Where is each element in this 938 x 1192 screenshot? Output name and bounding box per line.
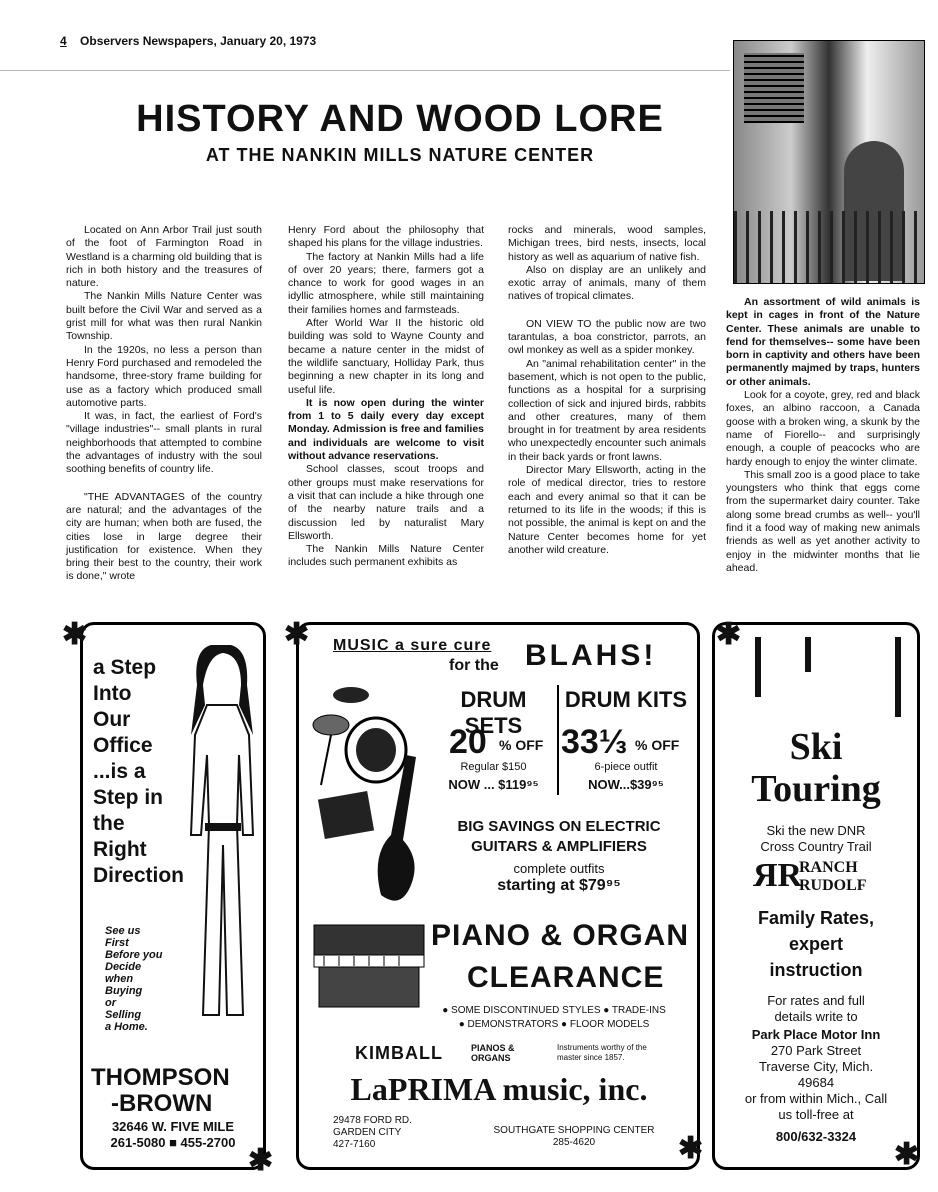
headline-line: Our xyxy=(93,708,131,731)
inn-addr3: 49684 xyxy=(797,1075,835,1090)
family-rates xyxy=(715,905,917,983)
photo-window xyxy=(744,53,804,123)
starting-price: starting at $79⁹⁵ xyxy=(497,877,621,894)
paragraph: School classes, scout troops and other groups must make reservations for a visit that can include a hike through one of the nearby nature trails and a discussion led by naturalist Mary Ellsworth. xyxy=(288,463,484,542)
thompson-brown-ad xyxy=(80,622,266,1170)
store-line: 285-4620 xyxy=(552,1137,596,1148)
paragraph: It is now open during the winter from 1 to 5 daily every day except Monday. Admission is free and families and individuals are welcome to visit without advance reservations. xyxy=(288,396,484,463)
rates-line: Family Rates, xyxy=(757,908,875,928)
animal-cage-photo xyxy=(733,40,925,284)
paragraph: Look for a coyote, grey, red and black foxes, an albino raccoon, a Canada goose with a broken wing, a skunk by the name of Fiorello-- and surprisingly enough, a couple of peacocks who are hardy enough to enjoy the winter climate. xyxy=(726,389,920,468)
tagline-line: Selling xyxy=(105,1009,142,1021)
paragraph: It was, in fact, the earliest of Ford's "village industries"-- small plants in rural neighborhoods that attempted to combine the advantages of industry with the soul soothing benefits of country life. xyxy=(66,410,262,476)
headline-line: Step in xyxy=(93,786,164,809)
store-line: SOUTHGATE SHOPPING CENTER xyxy=(493,1125,655,1136)
tagline-line: Buying xyxy=(105,985,143,997)
paragraph: In the 1920s, no less a person than Henry Ford purchased and remodeled the handsome, three-story frame building for use as a factory which produced small automotive parts. xyxy=(66,343,262,409)
drum-kits-title: DRUM KITS xyxy=(564,687,688,712)
inn-addr1: 270 Park Street xyxy=(770,1043,862,1058)
ad2-top-line2: for the xyxy=(449,657,499,674)
asterisk-icon: ✱ xyxy=(284,618,310,651)
photo-cage-bars xyxy=(734,211,924,283)
article-column-4 xyxy=(726,296,920,575)
ski-title: Ski xyxy=(789,726,843,768)
write-line1: For rates and full xyxy=(767,993,865,1008)
rates-line: instruction xyxy=(769,960,863,980)
top-rule xyxy=(0,70,730,71)
store-line: 427-7160 xyxy=(333,1139,376,1150)
paragraph: ON VIEW TO the public now are two tarantulas, a boa constrictor, parrots, an owl monkey as well as a spider monkey. xyxy=(508,317,706,357)
paragraph: Director Mary Ellsworth, acting in the role of medical director, tries to restore each and every animal so that it can be returned to its life in the woods; if this is not possible, the animal is kept on and the Nature Center becomes home for yet another wild creature. xyxy=(508,464,706,556)
inn-addr2: Traverse City, Mich. xyxy=(758,1059,874,1074)
asterisk-icon: ✱ xyxy=(894,1138,920,1171)
drum-kits-discount: 33⅓ xyxy=(561,723,628,761)
tagline-line: Before you xyxy=(105,949,163,961)
drum-sets-title: DRUM SETS xyxy=(460,687,527,738)
ad2-top-line1: MUSIC a sure cure xyxy=(333,637,492,654)
headline-line: Into xyxy=(93,682,132,705)
tagline-line: Decide xyxy=(105,961,142,973)
kimball-sub: PIANOS & ORGANS xyxy=(471,1043,515,1063)
headline: HISTORY AND WOOD LORE xyxy=(136,98,664,140)
store-southgate xyxy=(479,1125,669,1149)
asterisk-icon: ✱ xyxy=(248,1144,274,1177)
article-column-2 xyxy=(288,224,484,570)
touring-title: Touring xyxy=(751,768,881,810)
ranch-rudolf-logo-icon: ЯR xyxy=(753,857,803,894)
write-line2: details write to xyxy=(774,1009,858,1024)
tagline-line: a Home. xyxy=(105,1021,148,1033)
ad1-address: 32646 W. FIVE MILE xyxy=(111,1119,235,1134)
drum-guitar-illustration xyxy=(311,665,429,915)
logo-line: -BROWN xyxy=(111,1090,213,1117)
headline-line: Right xyxy=(93,838,147,861)
ranch-rudolf-name xyxy=(799,859,867,895)
headline-line: Office xyxy=(93,734,153,757)
call-line2: us toll-free at xyxy=(778,1107,854,1122)
paragraph: This small zoo is a good place to take youngsters who think that eggs come from the supermarket dairy counter. Take along some bread crumbs as well-- you'll find it a food way of making new animals friends as well as yet another activity to enjoy in the midwinter months that lie ahead. xyxy=(726,468,920,574)
asterisk-icon: ✱ xyxy=(678,1132,704,1165)
blahs-text: BLAHS! xyxy=(525,639,657,672)
drum-kits-price: NOW...$39⁹⁵ xyxy=(588,777,664,792)
guitar-line: BIG SAVINGS ON ELECTRIC xyxy=(457,818,661,835)
ad1-phones: 261-5080 ■ 455-2700 xyxy=(110,1135,236,1150)
ski-poles-illustration xyxy=(735,637,905,727)
ski-touring-ad xyxy=(712,618,920,1170)
asterisk-icon: ✱ xyxy=(716,618,742,651)
headline-line: the xyxy=(93,812,125,835)
masthead xyxy=(60,34,316,48)
tagline-line: See us xyxy=(105,925,141,937)
rates-line: expert xyxy=(788,934,844,954)
ad1-contact xyxy=(83,1119,263,1151)
paragraph: The Nankin Mills Nature Center includes such permanent exhibits as xyxy=(288,543,484,569)
tagline-line: when xyxy=(105,973,134,985)
divider xyxy=(557,685,559,795)
complete-outfits: complete outfits xyxy=(513,861,605,876)
ad1-headline xyxy=(93,655,184,889)
ranch-line: RUDOLF xyxy=(799,877,867,894)
drum-kits-regular: 6-piece outfit xyxy=(594,761,658,773)
bullets-line2: ● DEMONSTRATORS ● FLOOR MODELS xyxy=(458,1019,650,1030)
store-line: 29478 FORD RD. xyxy=(333,1115,412,1126)
organ-illustration xyxy=(309,915,429,1015)
laprima-logo: LaPRIMA music, inc. xyxy=(350,1071,648,1107)
paragraph: Located on Ann Arbor Trail just south of the foot of Farmington Road in Westland is a charming old building that is rich in both history and the treasures of nature. xyxy=(66,224,262,290)
store-garden-city xyxy=(333,1115,412,1151)
drum-sets-price: NOW ... $119⁹⁵ xyxy=(448,777,539,792)
headline-line: Direction xyxy=(93,864,185,887)
tagline-line: or xyxy=(105,997,116,1009)
dnr-line2: Cross Country Trail xyxy=(760,839,872,854)
dnr-line1: Ski the new DNR xyxy=(766,823,866,838)
guitar-line: GUITARS & AMPLIFIERS xyxy=(471,838,647,855)
logo-line: THOMPSON xyxy=(91,1064,230,1091)
woman-illustration xyxy=(183,645,261,1025)
thompson-brown-logo xyxy=(91,1065,230,1117)
piano-organ-title: PIANO & ORGAN xyxy=(431,919,690,952)
drum-sets-regular: Regular $150 xyxy=(460,761,527,773)
masthead-text: Observers Newspapers, January 20, 1973 xyxy=(80,34,317,48)
paragraph: "THE ADVANTAGES of the country are natural; and the advantages of the city are human; when both are fused, the cities lose in large degree their justification for existence. When they bring their best to the country, their work is done," wrote xyxy=(66,490,262,583)
ad1-tagline xyxy=(105,925,162,1033)
bullets-line1: ● SOME DISCONTINUED STYLES ● TRADE-INS xyxy=(442,1005,666,1016)
asterisk-icon: ✱ xyxy=(62,618,88,651)
drum-kits-unit: % OFF xyxy=(635,737,680,753)
paragraph: The Nankin Mills Nature Center was built before the Civil War and served as a grist mill for what was then rural Nankin Township. xyxy=(66,290,262,343)
tagline-line: First xyxy=(105,937,129,949)
paragraph: An "animal rehabilitation center" in the basement, which is not open to the public, functions as a hospital for a surprising collection of sick and injured birds, rabbits and other creatures, many of them brought in for treatment by area residents who unexpectedly encounter such animals in their back yards or front lawns. xyxy=(508,357,706,463)
paragraph: The factory at Nankin Mills had a life of over 20 years; there, farmers got a chance to work for good wages in an idyllic atmosphere, while still maintaining their families homes and farmsteads. xyxy=(288,250,484,316)
page-number: 4 xyxy=(60,34,67,48)
headline-line: a Step xyxy=(93,656,157,679)
toll-free-phone: 800/632-3324 xyxy=(775,1129,857,1144)
ranch-line: RANCH xyxy=(799,859,858,876)
article-column-3 xyxy=(508,224,706,557)
laprima-music-ad xyxy=(296,622,700,1170)
paragraph: Henry Ford about the philosophy that shaped his plans for the village industries. xyxy=(288,224,484,250)
paragraph: After World War II the historic old building was sold to Wayne County and became a nature center in the midst of the wildlife sanctuary, Holliday Park, thus beginning a new chapter in its long and useful life. xyxy=(288,317,484,396)
article-column-1 xyxy=(66,224,262,584)
paragraph: rocks and minerals, wood samples, Michigan trees, bird nests, insects, local history as well as aquarium of native fish. xyxy=(508,224,706,263)
kimball-logo: KIMBALL xyxy=(355,1043,443,1063)
subhead: AT THE NANKIN MILLS NATURE CENTER xyxy=(205,145,595,165)
drum-sets-discount: 20 xyxy=(449,723,487,761)
kimball-note: Instruments worthy of the master since 1857. xyxy=(557,1043,647,1062)
park-place-inn: Park Place Motor Inn xyxy=(751,1027,881,1042)
call-line1: or from within Mich., Call xyxy=(744,1091,888,1106)
drum-sets-unit: % OFF xyxy=(499,737,544,753)
headline-line: ...is a xyxy=(93,760,146,783)
guitar-savings xyxy=(429,817,689,857)
photo-caption: An assortment of wild animals is kept in cages in front of the Nature Center. These animals are unable to fend for themselves-- some have been born in captivity and others have been permanently majmed by traps, hunters or other animals. xyxy=(726,296,920,388)
store-line: GARDEN CITY xyxy=(333,1127,402,1138)
paragraph: Also on display are an unlikely and exotic array of animals, many of them natives of tropical climates. xyxy=(508,263,706,303)
clearance-title: CLEARANCE xyxy=(467,961,665,994)
